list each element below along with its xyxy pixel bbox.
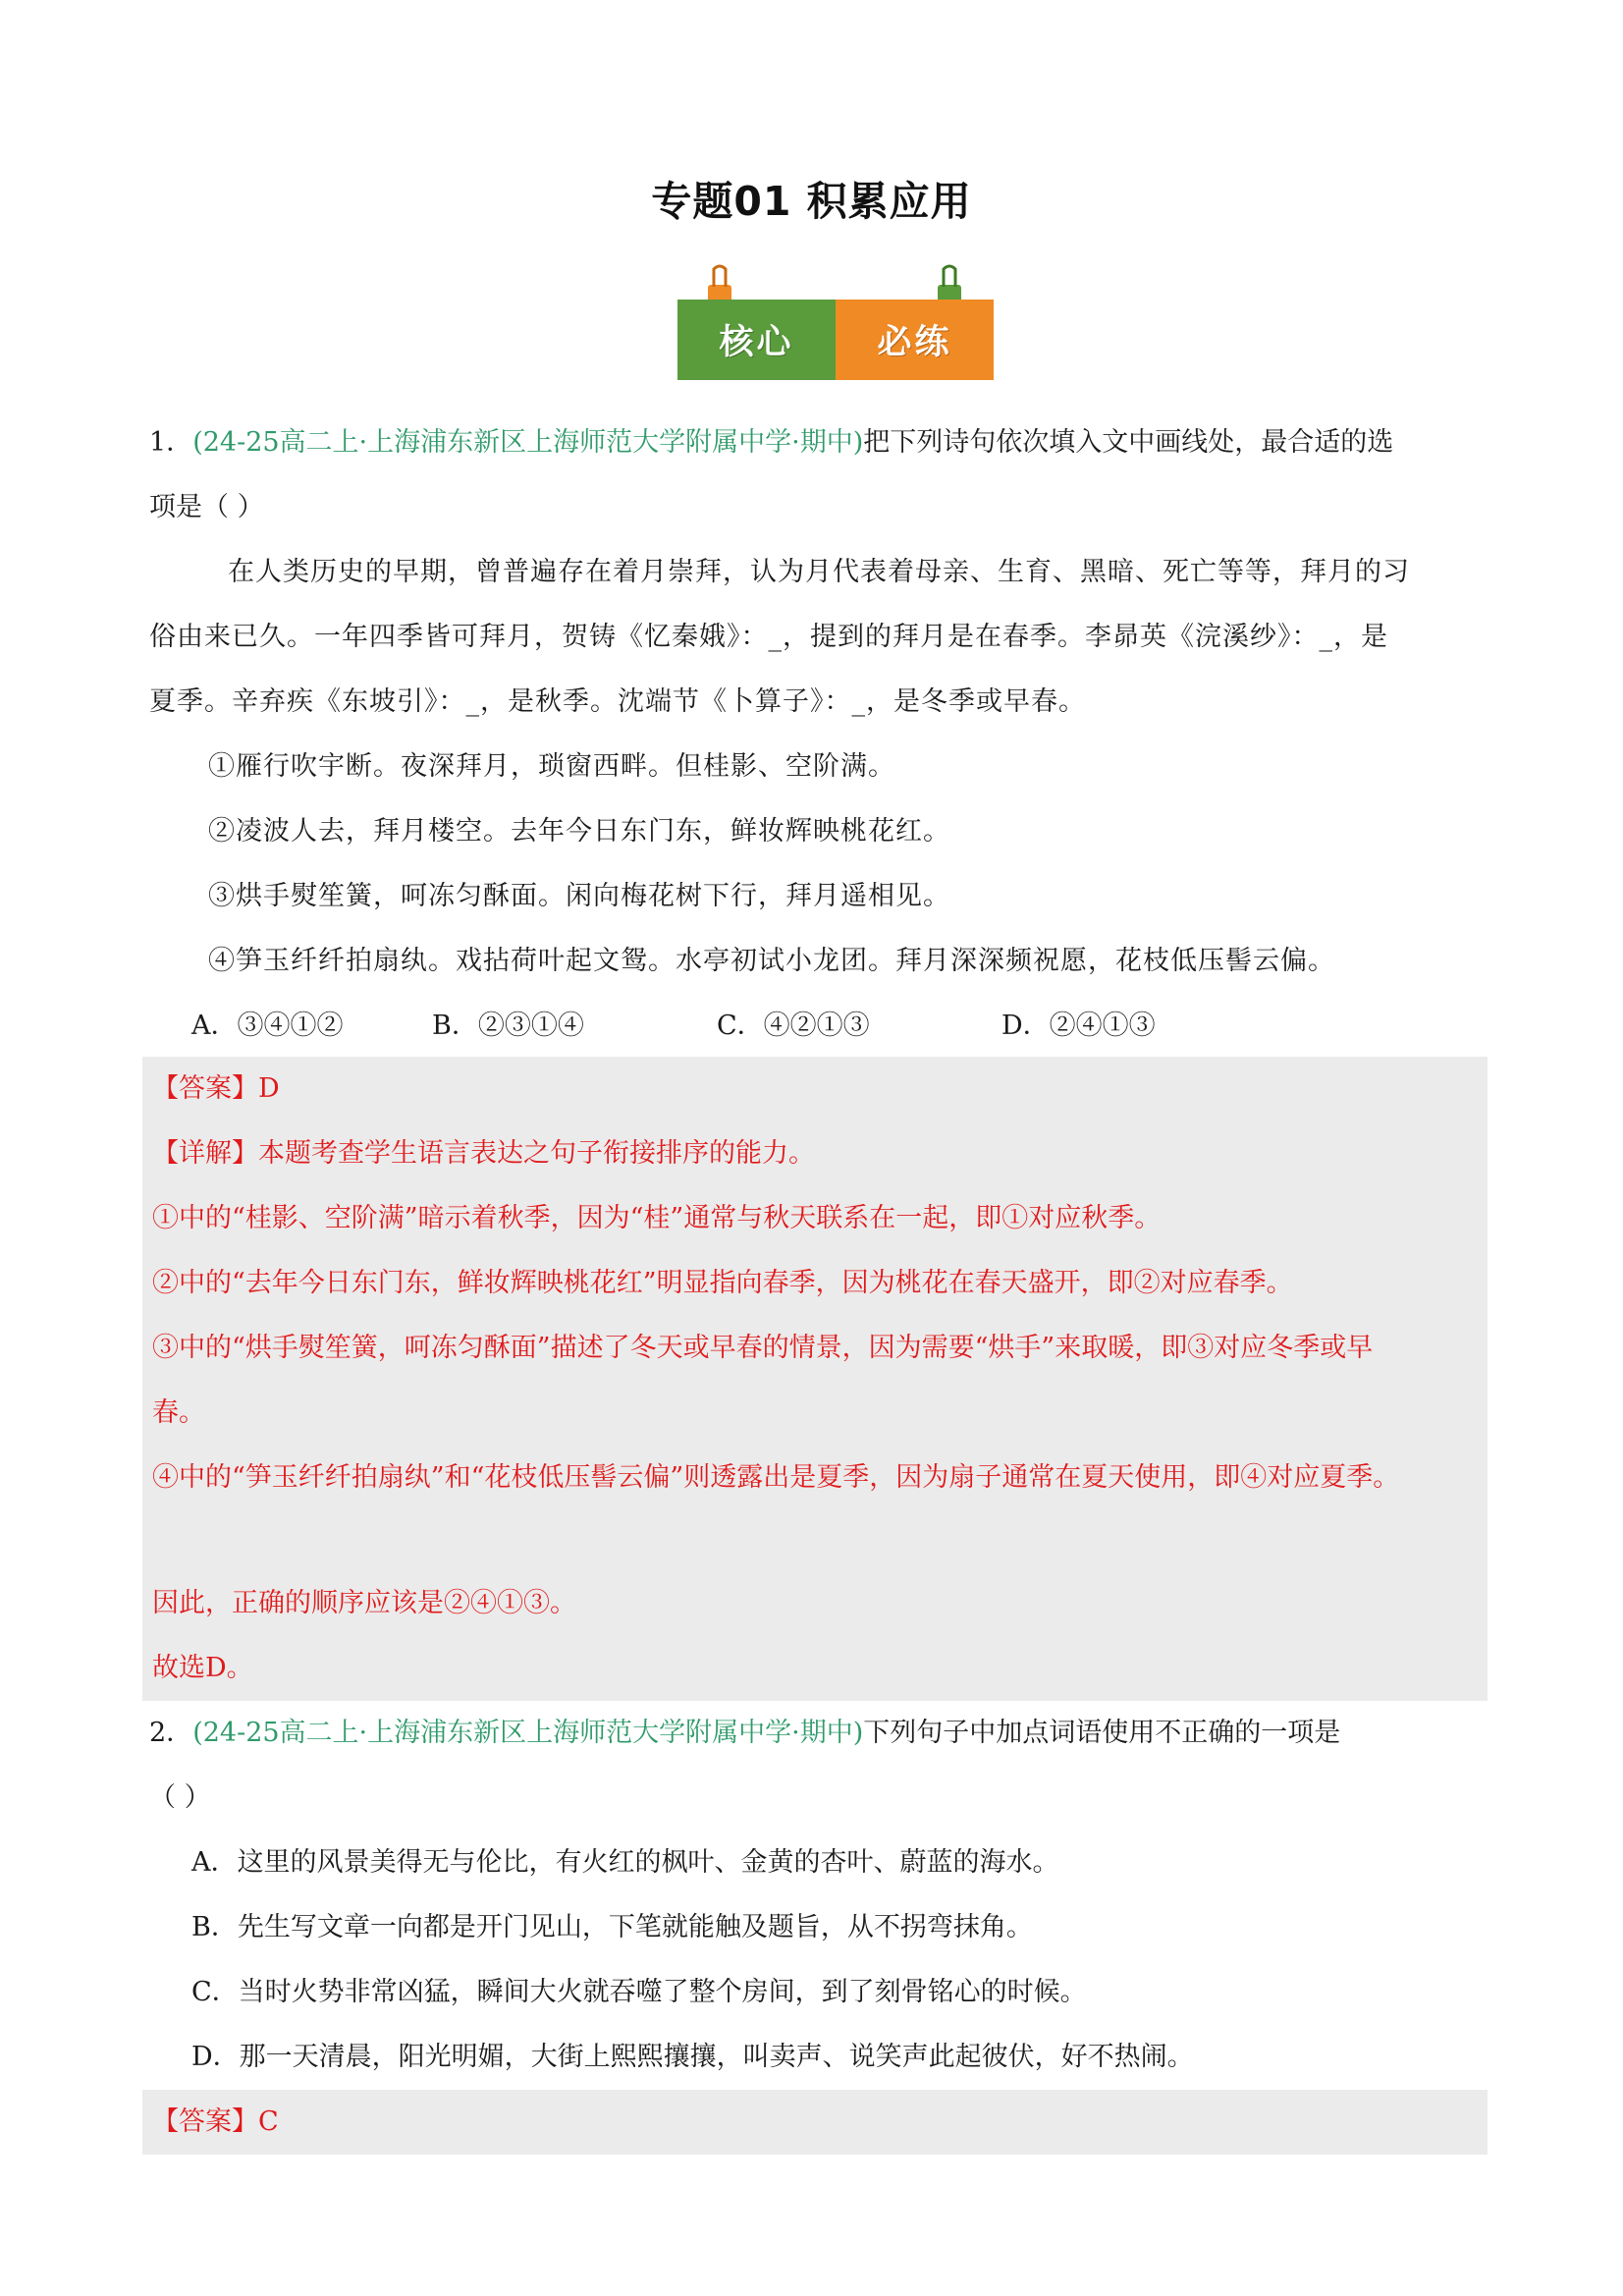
- question-source: (24-25高二上·上海浦东新区上海师范大学附属中学·期中): [192, 1718, 864, 1748]
- explanation-line: 【详解】本题考查学生语言表达之句子衔接排序的能力。: [152, 1138, 815, 1169]
- question-stem: 把下列诗句依次填入文中画线处，最合适的选: [863, 427, 1394, 458]
- passage-line: 俗由来已久。一年四季皆可拜月，贺铸《忆秦娥》：_，提到的拜月是在春季。李昴英《浣溪纱》：_，是: [149, 622, 1388, 652]
- passage-line: 夏季。辛弃疾《东坡引》：_，是秋季。沈端节《卜算子》：_，是冬季或早春。: [149, 686, 1086, 717]
- badge-practice-label: 必练: [836, 300, 994, 380]
- question-number: 2．: [149, 1718, 193, 1748]
- question-1-stem: [149, 410, 1485, 475]
- page-title: 专题01 积累应用: [651, 178, 972, 225]
- poem-item-1: ①雁行吹宇断。夜深拜月，琐窗西畔。但桂影、空阶满。: [208, 751, 895, 782]
- question-2-option-b[interactable]: B．先生写文章一向都是开门见山，下笔就能触及题旨，从不拐弯抹角。: [191, 1912, 1033, 1942]
- explanation-line: ③中的“烘手熨笙簧，呵冻匀酥面”描述了冬天或早春的情景，因为需要“烘手”来取暖，即③对应冬季或早: [152, 1333, 1374, 1363]
- explanation-line: ④中的“笋玉纤纤拍扇纨”和“花枝低压髻云偏”则透露出是夏季，因为扇子通常在夏天使用，即④对应夏季。: [152, 1462, 1400, 1493]
- badge-core-label: 核心: [677, 300, 836, 380]
- poem-item-4: ④笋玉纤纤拍扇纨。戏拈荷叶起文鸳。水亭初试小龙团。拜月深深频祝愿，花枝低压髻云偏。: [208, 946, 1335, 976]
- question-1-options: [191, 994, 1156, 1059]
- option-c[interactable]: C．④②①③: [717, 1011, 870, 1041]
- option-a[interactable]: A．③④①②: [191, 1011, 344, 1041]
- question-2-stem: [149, 1701, 1485, 1766]
- answer-label: 【答案】C: [152, 2106, 279, 2137]
- core-practice-badge: [677, 263, 994, 381]
- question-2-option-a[interactable]: A．这里的风景美得无与伦比，有火红的枫叶、金黄的杏叶、蔚蓝的海水。: [191, 1847, 1059, 1878]
- answer-label: 【答案】D: [152, 1073, 280, 1104]
- question-2-option-c[interactable]: C．当时火势非常凶猛，瞬间大火就吞噬了整个房间，到了刻骨铭心的时候。: [191, 1977, 1087, 2007]
- question-stem: 下列句子中加点词语使用不正确的一项是: [863, 1718, 1341, 1748]
- explanation-line: ①中的“桂影、空阶满”暗示着秋季，因为“桂”通常与秋天联系在一起，即①对应秋季。: [152, 1203, 1162, 1233]
- question-source: (24-25高二上·上海浦东新区上海师范大学附属中学·期中): [192, 427, 864, 458]
- explanation-line: 故选D。: [152, 1653, 253, 1683]
- option-b[interactable]: B．②③①④: [432, 1011, 584, 1041]
- question-2-option-d[interactable]: D．那一天清晨，阳光明媚，大街上熙熙攘攘，叫卖声、说笑声此起彼伏，好不热闹。: [191, 2042, 1194, 2072]
- passage-line: 在人类历史的早期，曾普遍存在着月崇拜，认为月代表着母亲、生育、黑暗、死亡等等，拜月的习: [228, 557, 1410, 587]
- explanation-line: ②中的“去年今日东门东，鲜妆辉映桃花红”明显指向春季，因为桃花在春天盛开，即②对应春季。: [152, 1268, 1293, 1298]
- question-1-stem-line2: 项是（ ）: [149, 492, 264, 522]
- answer-explanation-box: [142, 1057, 1488, 1701]
- option-d[interactable]: D．②④①③: [1001, 1011, 1156, 1041]
- explanation-line: 因此，正确的顺序应该是②④①③。: [152, 1588, 576, 1618]
- question-2-stem-line2: （ ）: [149, 1782, 211, 1813]
- poem-item-2: ②凌波人去，拜月楼空。去年今日东门东，鲜妆辉映桃花红。: [208, 816, 950, 847]
- explanation-line: 春。: [152, 1397, 205, 1428]
- answer-box: [142, 2090, 1488, 2155]
- poem-item-3: ③烘手熨笙簧，呵冻匀酥面。闲向梅花树下行，拜月遥相见。: [208, 881, 950, 911]
- question-number: 1．: [149, 427, 193, 458]
